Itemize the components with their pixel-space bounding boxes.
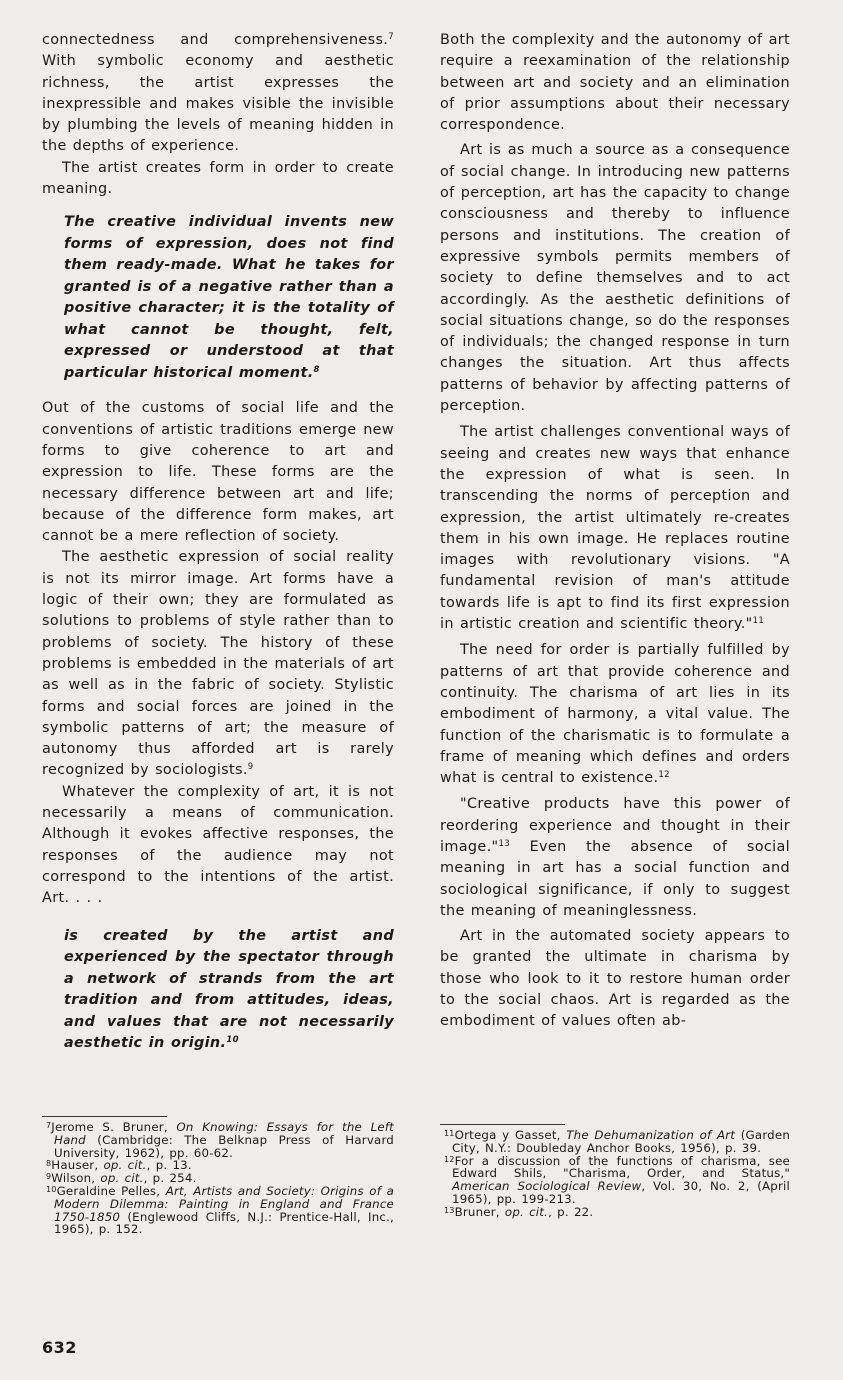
footnote-ref-7: 7 (388, 32, 394, 42)
footnote-8: $^8$Hauser, op. cit., p. 13. (46, 1158, 192, 1173)
paragraph-right-5: "Creative products have this power of reordering experience and thought in their image."$^{13}$ Even the absence of social meaning in art has a social function and sociological significance, if only to suggest the meaning of meaninglessness. (440, 796, 790, 919)
paragraph-left-5: Whatever the complexity of art, it is not necessarily a means of communication. Although it evokes affective responses, the responses of the audience may not correspond to the intentions of the artist. Art. . . . (42, 783, 394, 907)
footnote-7: $^7$Jerome S. Bruner, On Knowing: Essays for the Left Hand (Cambridge: The Belknap Press of Harvard University, 1962), pp. 60-62. (46, 1120, 394, 1160)
paragraph-left-2: The artist creates form in order to create meaning. (42, 159, 394, 198)
paragraph-right-2: Art is as much a source as a consequence of social change. In introducing new patterns of perception, art has the capacity to change consciousness and thereby to influence persons and institutions. The creation of expressive symbols permits members of society to define themselves and to act accordingly. As the aesthetic definitions of social situations change, so do the responses of individuals; the changed response in turn changes the situation. Art thus affects patterns of behavior by affecting patterns of perception. (440, 142, 790, 415)
footnote-ref-8: 8 (313, 364, 320, 375)
footnote-ref-10: 10 (226, 1035, 239, 1045)
footnote-ref-13: 13 (498, 838, 510, 849)
block-quote-2: is created by the artist and experienced by the spectator through a network of strands from the art tradition and from attitudes, ideas, and values that are not necessarily aesthetic in origin.$^{10}$ (64, 927, 394, 1051)
paragraph-right-3: The artist challenges conventional ways of seeing and creates new ways that enhance the expression of what is seen. In transcending the norms of perception and expression, the artist ultimately re-creates them in his own image. He replaces routine images with revolutionary visions. "A fundamental revision of man's attitude towards life is apt to find its first expression in artistic creation and scientific theory."$^{11}$ (440, 424, 790, 633)
footnote-10: $^{10}$Geraldine Pelles, Art, Artists and Society: Origins of a Modern Dilemma: Painting in England and France 1750-1850 (Englewood Cliffs, N.J.: Prentice-Hall, Inc., 1965), p. 152. (46, 1183, 394, 1237)
paragraph-left-1: connectedness and comprehensiveness.$^7$ With symbolic economy and aesthetic richness, the artist expresses the inexpressible and makes visible the invisible by plumbing the levels of meaning hidden in the depths of experience. (42, 32, 394, 155)
page-number: 632 (42, 1338, 77, 1357)
paragraph-left-3: Out of the customs of social life and the conventions of artistic traditions emerge new forms to give coherence to art and expression to life. These forms are the necessary difference between art and life; because of the difference form makes, art cannot be a mere reflection of society. (42, 400, 394, 545)
block-quote-1: The creative individual invents new forms of expression, does not find them ready-made. What he takes for granted is of a negative rather than a positive character; it is the totality of what cannot be thought, felt, expressed or understood at that particular historical moment.$^8$ (64, 214, 394, 381)
paragraph-left-4: The aesthetic expression of social reality is not its mirror image. Art forms have a logic of their own; they are formulated as solutions to problems of style rather than to problems of society. The history of these problems is embedded in the materials of art as well as in the fabric of society. Stylistic forms and social forces are joined in the symbolic patterns of art; the measure of autonomy thus afforded art is rarely recognized by sociologists.$^9$ (42, 549, 394, 779)
paragraph-right-4: The need for order is partially fulfilled by patterns of art that provide coherence and continuity. The charisma of art lies in its embodiment of harmony, a vital value. The function of the charismatic is to formulate a frame of meaning which defines and orders what is central to existence.$^{12}$ (440, 642, 790, 787)
left-column (42, 30, 394, 1055)
footnote-ref-11: 11 (752, 616, 765, 627)
footnote-ref-9: 9 (247, 762, 254, 773)
footnotes-left (42, 1116, 394, 1236)
footnote-11: $^{11}$Ortega y Gasset, The Dehumanization of Art (Garden City, N.Y.: Doubleday Anchor Books, 1956), p. 39. (444, 1128, 790, 1155)
footnote-9: $^9$Wilson, op. cit., p. 254. (46, 1171, 197, 1186)
paragraph-right-6: Art in the automated society appears to be granted the ultimate in charisma by those who look to it to restore human order to the social chaos. Art is regarded as the embodiment of values often ab- (440, 928, 790, 1030)
footnote-ref-12: 12 (658, 770, 670, 781)
footnote-13: $^{13}$Bruner, op. cit., p. 22. (444, 1204, 594, 1219)
footnotes-right (440, 1124, 790, 1219)
paragraph-right-1: Both the complexity and the autonomy of art require a reexamination of the relationship between art and society and an elimination of prior assumptions about their necessary correspondence. (440, 32, 790, 134)
footnote-12: $^{12}$For a discussion of the functions of charisma, see Edward Shils, "Charisma, Order, and Status," American Sociological Review, Vol. 30, No. 2, (April 1965), pp. 199-213. (444, 1153, 790, 1206)
right-column (440, 30, 790, 1033)
